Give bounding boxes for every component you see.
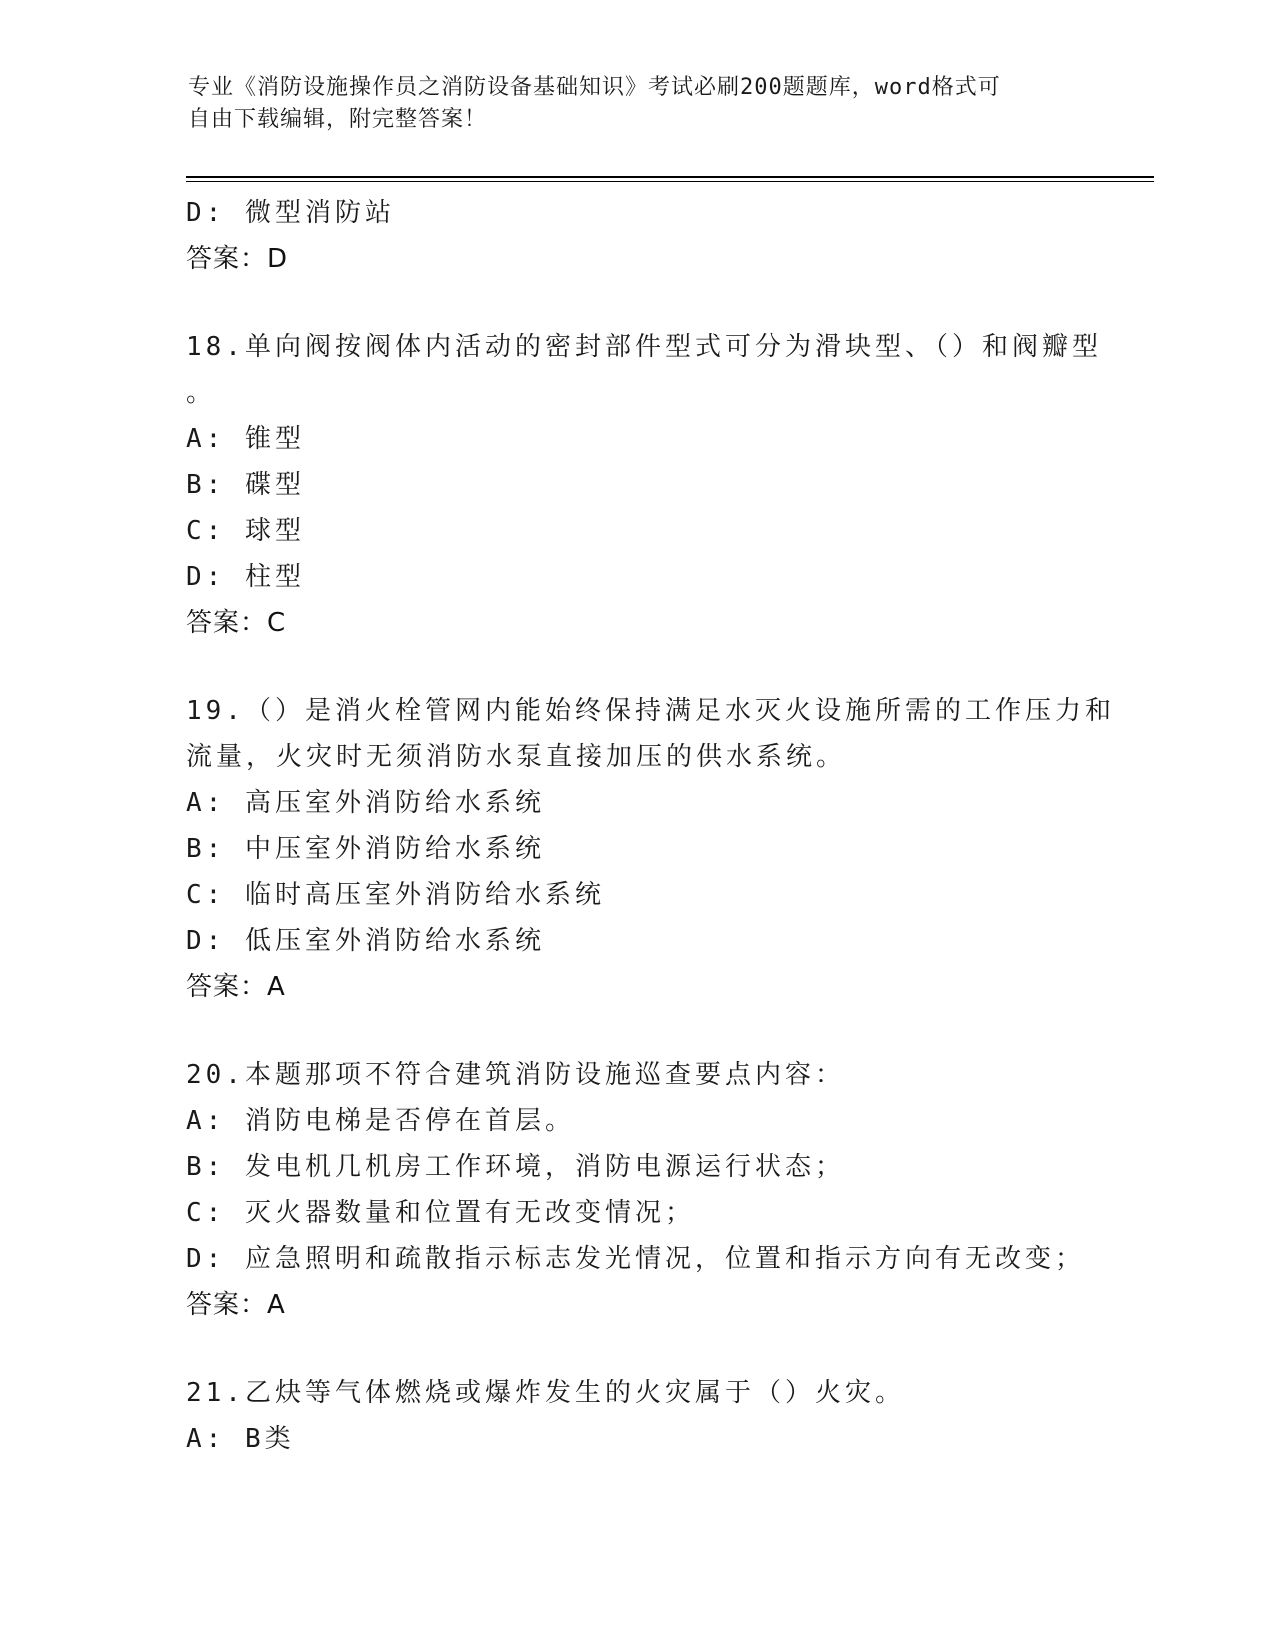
question-stem-cont: 流量，火灾时无须消防水泵直接加压的供水系统。 — [186, 742, 847, 772]
answer: 答案：A — [186, 1290, 286, 1320]
question-stem: 21.乙炔等气体燃烧或爆炸发生的火灾属于（）火灾。 — [186, 1378, 905, 1408]
question-stem-cont: 。 — [186, 378, 217, 408]
answer: 答案：C — [186, 608, 287, 638]
option-a: A: B类 — [186, 1424, 295, 1454]
option-d: D: 柱型 — [186, 562, 305, 592]
option-d: D: 低压室外消防给水系统 — [186, 926, 545, 956]
option-b: B: 碟型 — [186, 470, 305, 500]
question-19 — [186, 688, 1115, 1010]
option-d: D: 应急照明和疏散指示标志发光情况，位置和指示方向有无改变； — [186, 1244, 1085, 1274]
header-rule-thin — [186, 181, 1154, 182]
option-a: A: 锥型 — [186, 424, 305, 454]
question-18 — [186, 324, 1102, 646]
question-stem: 18.单向阀按阀体内活动的密封部件型式可分为滑块型、（）和阀瓣型 — [186, 332, 1102, 362]
option-c: C: 灭火器数量和位置有无改变情况； — [186, 1198, 695, 1228]
answer: 答案：A — [186, 972, 286, 1002]
option-a: A: 消防电梯是否停在首层。 — [186, 1106, 575, 1136]
question-list — [186, 190, 1115, 1462]
document-header — [188, 72, 1088, 136]
prev-option-d: D: 微型消防站 — [186, 198, 395, 228]
option-b: B: 发电机几机房工作环境，消防电源运行状态； — [186, 1152, 845, 1182]
question-stem: 19.（）是消火栓管网内能始终保持满足水灭火设施所需的工作压力和 — [186, 696, 1115, 726]
question-21 — [186, 1370, 1086, 1462]
option-c: C: 临时高压室外消防给水系统 — [186, 880, 605, 910]
prev-answer: 答案：D — [186, 244, 289, 274]
option-b: B: 中压室外消防给水系统 — [186, 834, 545, 864]
header-line-2: 自由下载编辑，附完整答案！ — [188, 107, 488, 132]
question-20 — [186, 1052, 1086, 1328]
option-c: C: 球型 — [186, 516, 305, 546]
option-a: A: 高压室外消防给水系统 — [186, 788, 545, 818]
header-rule-thick — [186, 176, 1154, 178]
question-stem: 20.本题那项不符合建筑消防设施巡查要点内容： — [186, 1060, 845, 1090]
header-line-1: 专业《消防设施操作员之消防设备基础知识》考试必刷200题题库，word格式可 — [188, 75, 1001, 100]
